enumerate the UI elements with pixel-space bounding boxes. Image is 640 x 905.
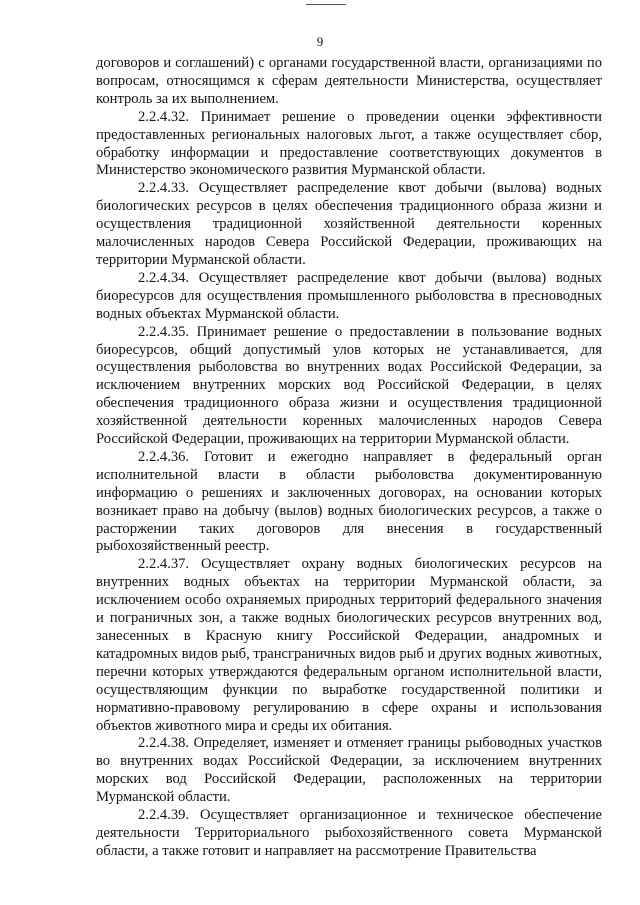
body-text: [96, 55, 602, 861]
page-number: 9: [316, 34, 324, 49]
paragraph: 2.2.4.34. Осуществляет распределение квот добычи (вылова) водных биоресурсов для осуществления промышленного рыболовства в пресноводных водных объектах Мурманской области.: [96, 269, 602, 322]
paragraph: 2.2.4.35. Принимает решение о предоставлении в пользование водных биоресурсов, общий допустимый улов которых не устанавливается, для осуществления рыболовства во внутренних водах Российской Федерации, за исключением внутренних морских вод Российской Федерации, в целях обеспечения традиционного образа жизни и осуществления традиционной хозяйственной деятельности коренных малочисленных народов Севера Российской Федерации, проживающих на территории Мурманской области.: [96, 323, 602, 448]
top-edge-mark: [306, 4, 346, 5]
paragraph: 2.2.4.33. Осуществляет распределение квот добычи (вылова) водных биологических ресурсов в целях обеспечения традиционного образа жизни и осуществления традиционной хозяйственной деятельности коренных малочисленных народов Севера Российской Федерации, проживающих на территории Мурманской области.: [96, 180, 602, 268]
paragraph: 2.2.4.39. Осуществляет организационное и техническое обеспечение деятельности Территориального рыбохозяйственного совета Мурманской области, а также готовит и направляет на рассмотрение Правительства: [96, 807, 602, 859]
paragraph: 2.2.4.36. Готовит и ежегодно направляет в федеральный орган исполнительной власти в области рыболовства документированную информацию о решениях и заключенных договорах, на основании которых возникает право на добычу (вылов) водных биологических ресурсов, а также о расторжении таких договоров для внесения в государственный рыбохозяйственный реестр.: [96, 448, 602, 555]
paragraph: 2.2.4.37. Осуществляет охрану водных биологических ресурсов на внутренних водных объектах на территории Мурманской области, за исключением особо охраняемых природных территорий федерального значения и пограничных зон, а также водных биологических ресурсов внутренних вод, занесенных в Красную книгу Российской Федерации, анадромных и катадромных видов рыб, трансграничных видов рыб и других водных животных, перечни которых утверждаются федеральным органом исполнительной власти, осуществляющим функции по выработке государственной политики и нормативно-правовому регулированию в сфере охраны и использования объектов животного мира и среды их обитания.: [96, 556, 602, 734]
paragraph: договоров и соглашений) с органами государственной власти, организациями по вопросам, относящимся к сферам деятельности Министерства, осуществляет контроль за их выполнением.: [96, 55, 602, 107]
paragraph: 2.2.4.38. Определяет, изменяет и отменяет границы рыбоводных участков во внутренних водах Российской Федерации, за исключением внутренних морских вод Российской Федерации, расположенных на территории Мурманской области.: [96, 735, 602, 806]
paragraph: 2.2.4.32. Принимает решение о проведении оценки эффективности предоставленных региональных налоговых льгот, а также осуществляет сбор, обработку информации и предоставление соответствующих документов в Министерство экономического развития Мурманской области.: [96, 108, 602, 179]
